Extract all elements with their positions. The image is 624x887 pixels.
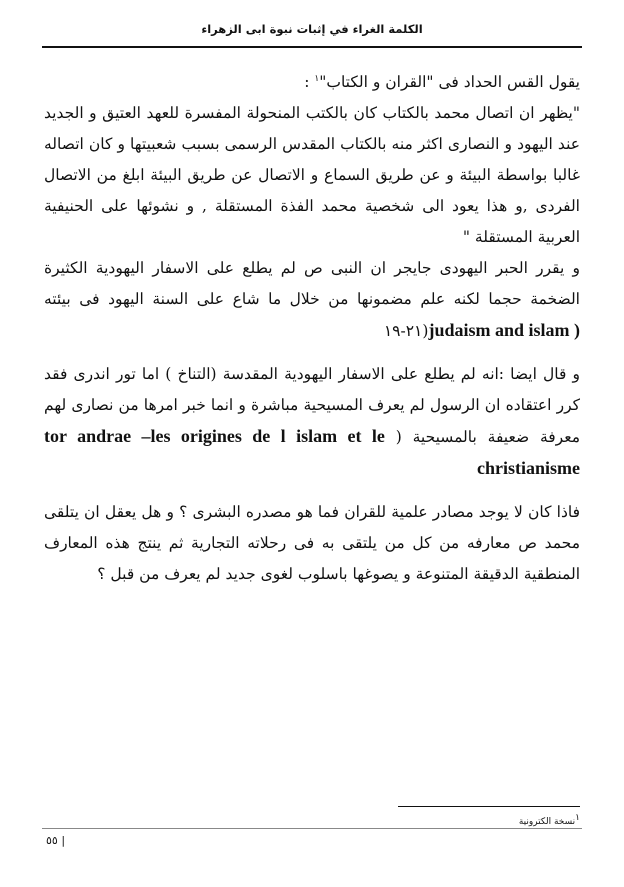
paragraph-4: و قال ايضا :انه لم يطلع على الاسفار اليهودية المقدسة (التناخ ) اما تور اندرى فقد كرر اعتقاده ان الرسول لم يعرف المسيحية مباشرة و انما خبر امرها من نصارى لهم معرفة ضعيفة بالمسيحية ( tor andrae –les origines de l islam et le christianisme <box>44 365 580 479</box>
header-title: الكلمة الغراء في إثبات نبوة ابى الزهراء <box>201 22 423 36</box>
spacer <box>44 485 580 497</box>
spacer <box>44 347 580 359</box>
footnote-reference: ١ <box>314 74 320 84</box>
paragraph-3-text: و يقرر الحبر اليهودى جايجر ان النبى ص لم يطلع على الاسفار اليهودية الكثيرة الضخمة حجما لكنه علم مضمونها من خلال ما شاع على السنة اليهود فى بيئته <box>44 259 580 309</box>
footnote <box>519 813 580 827</box>
paragraph-2-quote: "يظهر ان اتصال محمد بالكتاب كان بالكتب المنحولة المفسرة للعهد العتيق و الجديد عند اليهود و النصارى اكثر منه بالكتاب المقدس الرسمى بسبب شعبيتها و كان اتصاله غالبا بواسطة البيئة و عن طريق السماع و الاتصال عن طريق البيئة ابلغ من الاتصال الفردى ,و هذا يعود الى شخصية محمد الفذة المستقلة , و نشوئها على الحنيفية العربية المستقلة " <box>44 104 580 247</box>
footnote-rule <box>398 806 580 807</box>
footnote-text: نسخة الكترونية <box>518 817 576 827</box>
page-number: ٥٥ | <box>46 834 66 847</box>
paragraph-3 <box>44 253 580 347</box>
footnote-mark: ١ <box>575 813 580 823</box>
paragraph-3-citation: judaism and islam ) <box>428 320 580 341</box>
page-header <box>42 22 582 36</box>
footer-rule <box>42 828 582 829</box>
page-body <box>44 64 580 590</box>
paragraph-4-text: و قال ايضا :انه لم يطلع على الاسفار اليهودية المقدسة (التناخ ) اما تور اندرى فقد كرر اعتقاده ان الرسول لم يعرف المسيحية مباشرة و انما خبر امرها من نصارى لهم معرفة ضعيفة بالمسيحية <box>44 365 580 447</box>
paragraph-3-pages: (٢١-١٩ <box>383 322 429 341</box>
paragraph-1-text: يقول القس الحداد فى "القران و الكتاب" <box>319 73 580 92</box>
paragraph-4-citation: tor andrae –les origines de l islam et le christianisme <box>44 426 580 479</box>
paragraph-1 <box>44 64 580 98</box>
paragraph-1-colon: : <box>304 73 315 92</box>
paragraph-5: فاذا كان لا يوجد مصادر علمية للقران فما هو مصدره البشرى ؟ و هل يعقل ان يتلقى محمد ص معارفه من كل من يلتقى به فى رحلاته التجارية ثم ينتج هذه المعارف المنطقية الدقيقة المتنوعة و يصوغها باسلوب لغوى جديد لم يعرف من قبل ؟ <box>44 503 580 584</box>
header-rule <box>42 46 582 48</box>
